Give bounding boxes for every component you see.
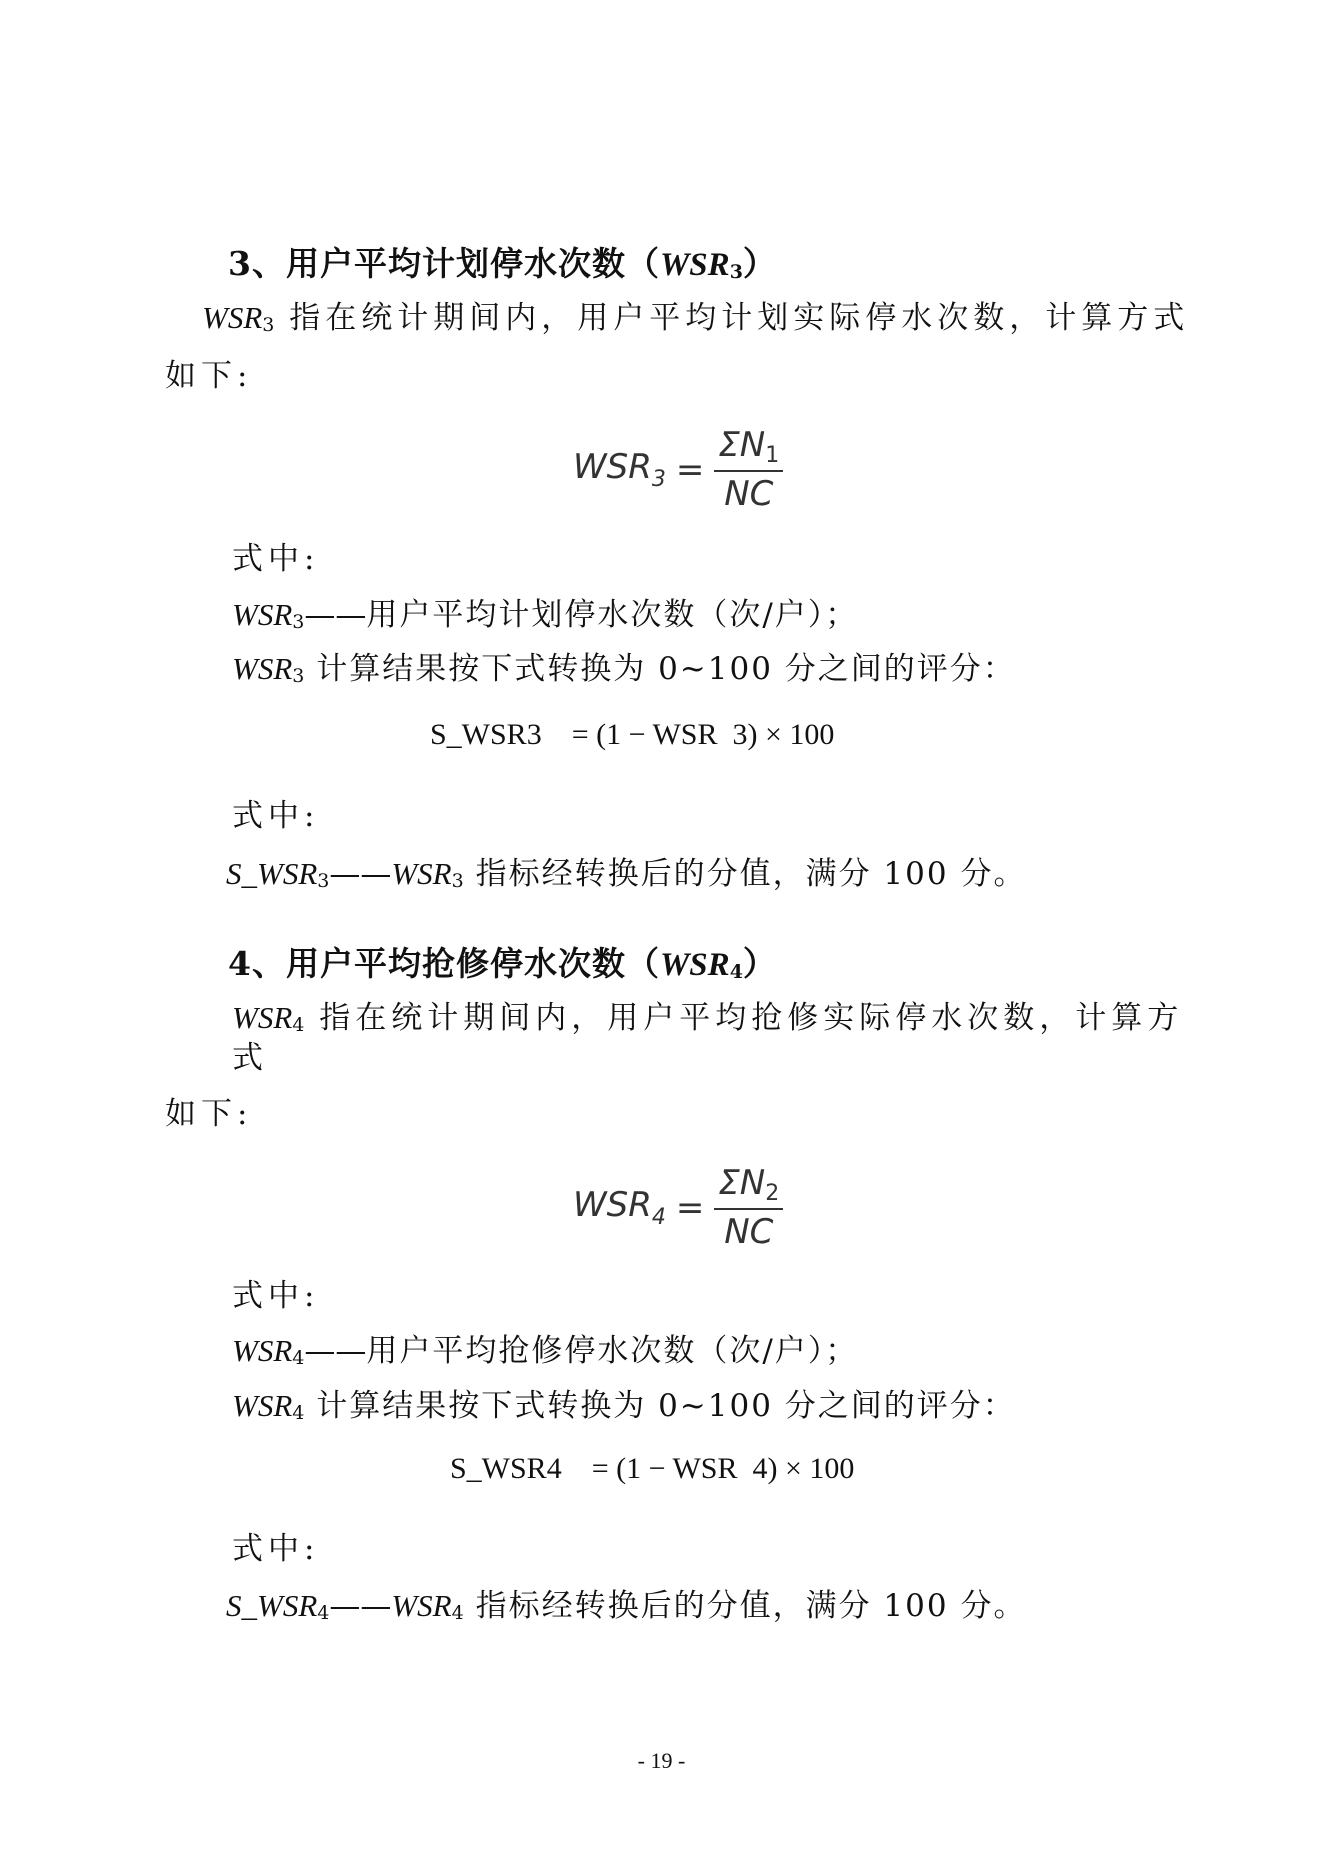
where-label: 式中: <box>232 541 320 577</box>
heading-sub: 3 <box>729 261 743 283</box>
def-var: WSR <box>202 300 263 335</box>
heading-prefix: 3、用户平均计划停水次数（ <box>228 244 660 283</box>
formula-equals: = <box>675 1187 705 1228</box>
variable-definition: $WSR_3——$用户平均计划停水次数（次/户）； <box>232 597 859 633</box>
where-label: 式中: <box>232 798 320 834</box>
section-3-definition <box>202 292 1189 337</box>
score-equation: S_WSR4 = (1 − WSR 4) × 100 <box>450 1452 855 1485</box>
section-3-heading <box>228 238 777 285</box>
where-label: 式中: <box>232 1531 320 1567</box>
score-definition: $S\_WSR_3——WSR_3$ 指标经转换后的分值，满分 100 分。 <box>226 856 1027 892</box>
formula-wsr4 <box>573 1163 783 1252</box>
def-sub: 3 <box>262 314 275 336</box>
heading-var: WSR <box>659 247 730 283</box>
formula-fraction <box>714 425 783 514</box>
variable-definition: $WSR_4——$用户平均抢修停水次数（次/户）； <box>232 1333 859 1369</box>
conversion-text: $WSR_4$ 计算结果按下式转换为 0~100 分之间的评分： <box>232 1388 1016 1424</box>
score-definition: $S\_WSR_4——WSR_4$ 指标经转换后的分值，满分 100 分。 <box>226 1588 1027 1624</box>
def-line1: 指在统计期间内，用户平均计划实际停水次数，计算方式 <box>274 300 1190 336</box>
formula-equals: = <box>675 449 705 490</box>
conversion-text: $WSR_3$ 计算结果按下式转换为 0~100 分之间的评分： <box>232 651 1016 687</box>
formula-denominator: NC <box>724 1212 774 1252</box>
section-3-definition-cont: 如下: <box>165 358 253 394</box>
formula-wsr3 <box>573 425 783 514</box>
heading-suffix: ） <box>742 244 777 283</box>
score-equation: S_WSR3 = (1 − WSR 3) × 100 <box>430 718 835 751</box>
page-number: - 19 - <box>637 1748 686 1773</box>
formula-numerator: $\Sigma N_2$ <box>714 1163 783 1210</box>
formula-fraction <box>714 1163 783 1252</box>
where-label: 式中: <box>232 1278 320 1314</box>
formula-numerator: $\Sigma N_1$ <box>714 425 783 472</box>
formula-denominator: NC <box>724 474 774 514</box>
section-4-heading: 4、用户平均抢修停水次数$(WSR_4)$ <box>228 944 777 983</box>
formula-lhs: $WSR_4$ <box>573 1185 666 1230</box>
section-4-definition-cont: 如下: <box>165 1096 253 1132</box>
section-4-definition-wrap: 式 <box>232 1040 268 1076</box>
formula-lhs: $WSR_3$ <box>573 447 666 492</box>
section-4-definition: $WSR_4$ 指在统计期间内，用户平均抢修实际停水次数，计算方 <box>232 1000 1184 1036</box>
